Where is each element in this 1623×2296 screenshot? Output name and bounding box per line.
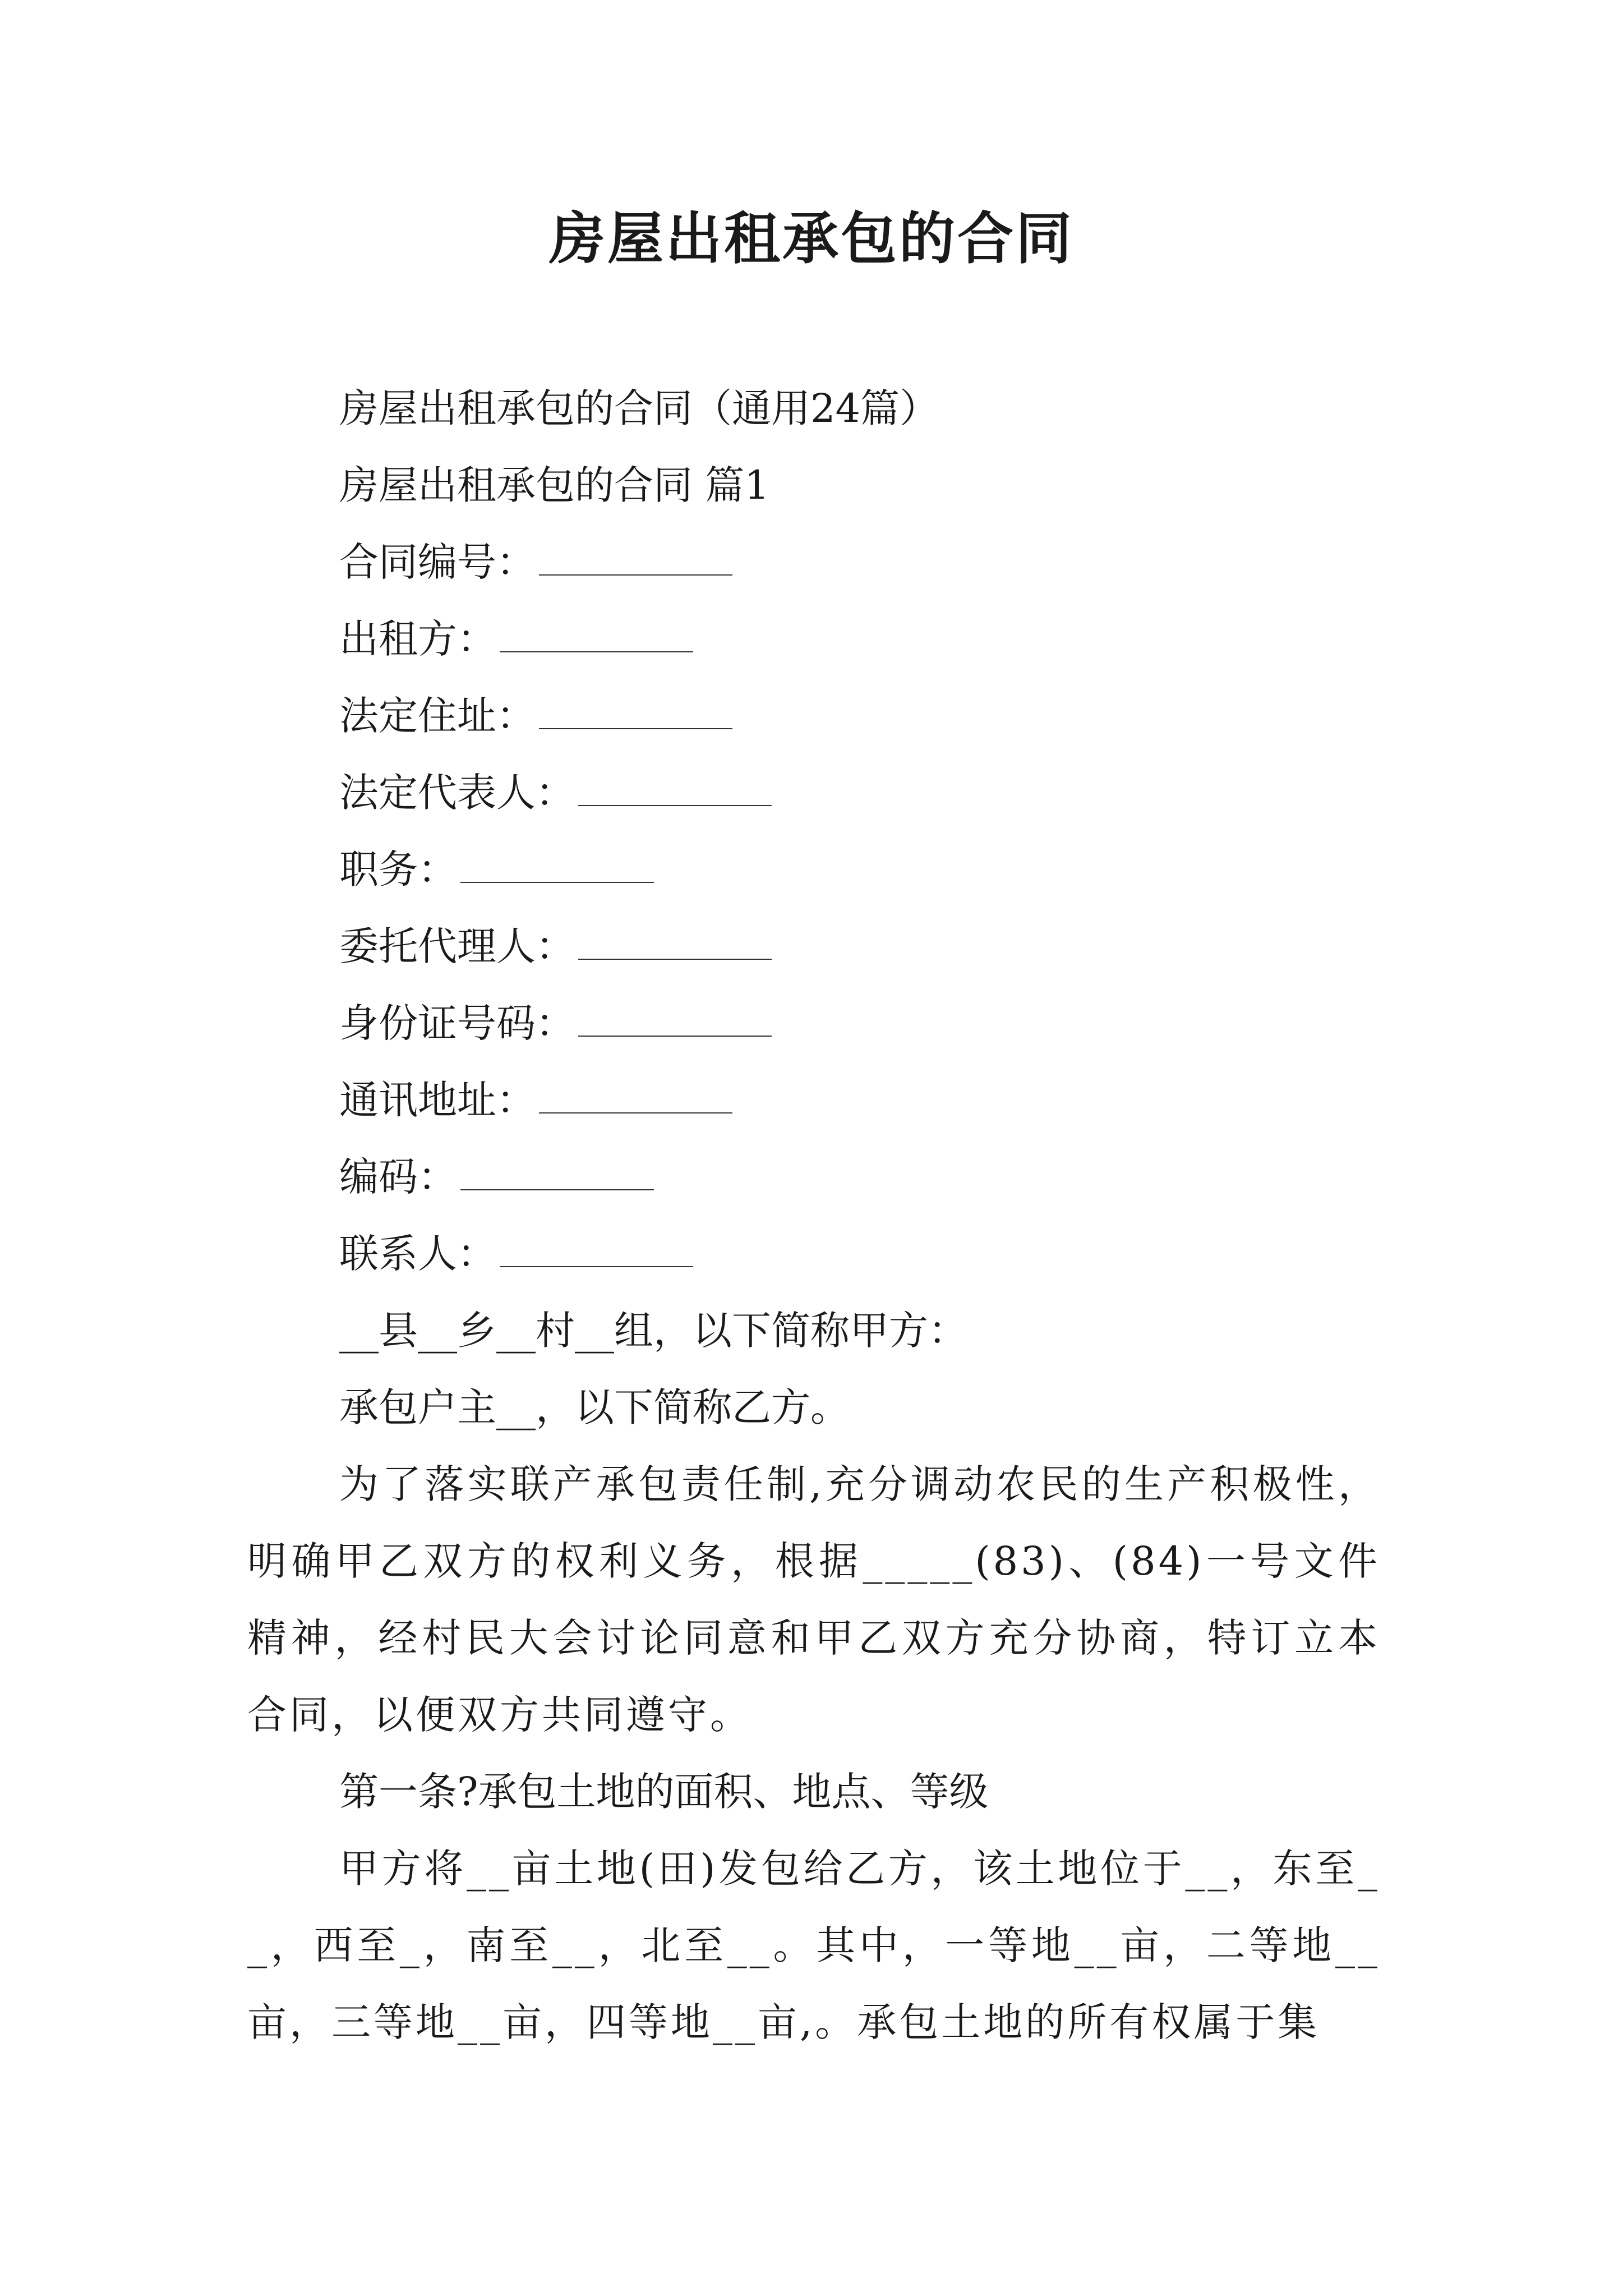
blank-line	[578, 925, 772, 960]
field-label: 合同编号：	[339, 539, 536, 585]
field-lessor	[247, 601, 1380, 678]
field-label: 委托代理人：	[339, 923, 575, 969]
field-postcode	[247, 1139, 1380, 1216]
field-label: 法定代表人：	[339, 770, 575, 816]
blank-line	[578, 771, 772, 806]
blank-line	[500, 618, 693, 652]
blank-line	[460, 848, 654, 883]
blank-line	[539, 541, 732, 576]
party-b-line: 承包户主__，以下简称乙方。	[339, 1384, 850, 1430]
field-label: 出租方：	[339, 616, 496, 662]
blank-line	[578, 1002, 772, 1037]
document-body	[247, 370, 1380, 2061]
field-label: 编码：	[339, 1154, 457, 1200]
party-a-line: __县__乡__村__组，以下简称甲方：	[339, 1308, 967, 1354]
field-label: 职务：	[339, 846, 457, 892]
section-heading: 房屋出租承包的合同 篇1	[339, 462, 769, 508]
document-title: 房屋出租承包的合同	[549, 205, 1074, 272]
field-contact	[247, 1216, 1380, 1292]
blank-line	[539, 1079, 732, 1114]
field-contract-number	[247, 524, 1380, 601]
field-label: 联系人：	[339, 1231, 496, 1277]
field-label: 通讯地址：	[339, 1077, 536, 1123]
blank-line	[460, 1156, 654, 1190]
field-position	[247, 831, 1380, 908]
field-agent	[247, 908, 1380, 985]
field-id-number	[247, 985, 1380, 1062]
blank-line	[539, 694, 732, 729]
paragraph-land-details: 甲方将__亩土地(田)发包给乙方，该土地位于__，东至__，西至_，南至__，北至__。其中，一等地__亩，二等地__亩，三等地__亩，四等地__亩,。承包土地的所有权属于集	[247, 1846, 1380, 2045]
paragraph-purpose: 为了落实联产承包责任制,充分调动农民的生产积极性，明确甲乙双方的权利义务，根据_____(83)、(84)一号文件精神，经村民大会讨论同意和甲乙双方充分协商，特订立本合同，以便双方共同遵守。	[247, 1461, 1380, 1738]
field-legal-representative	[247, 754, 1380, 831]
field-label: 法定住址：	[339, 693, 536, 739]
field-label: 身份证号码：	[339, 1000, 575, 1046]
document-subtitle: 房屋出租承包的合同（通用24篇）	[339, 385, 939, 431]
field-mailing-address	[247, 1062, 1380, 1139]
blank-line	[500, 1232, 693, 1267]
article-1-heading: 第一条?承包土地的面积、地点、等级	[339, 1769, 989, 1815]
field-legal-address	[247, 678, 1380, 754]
